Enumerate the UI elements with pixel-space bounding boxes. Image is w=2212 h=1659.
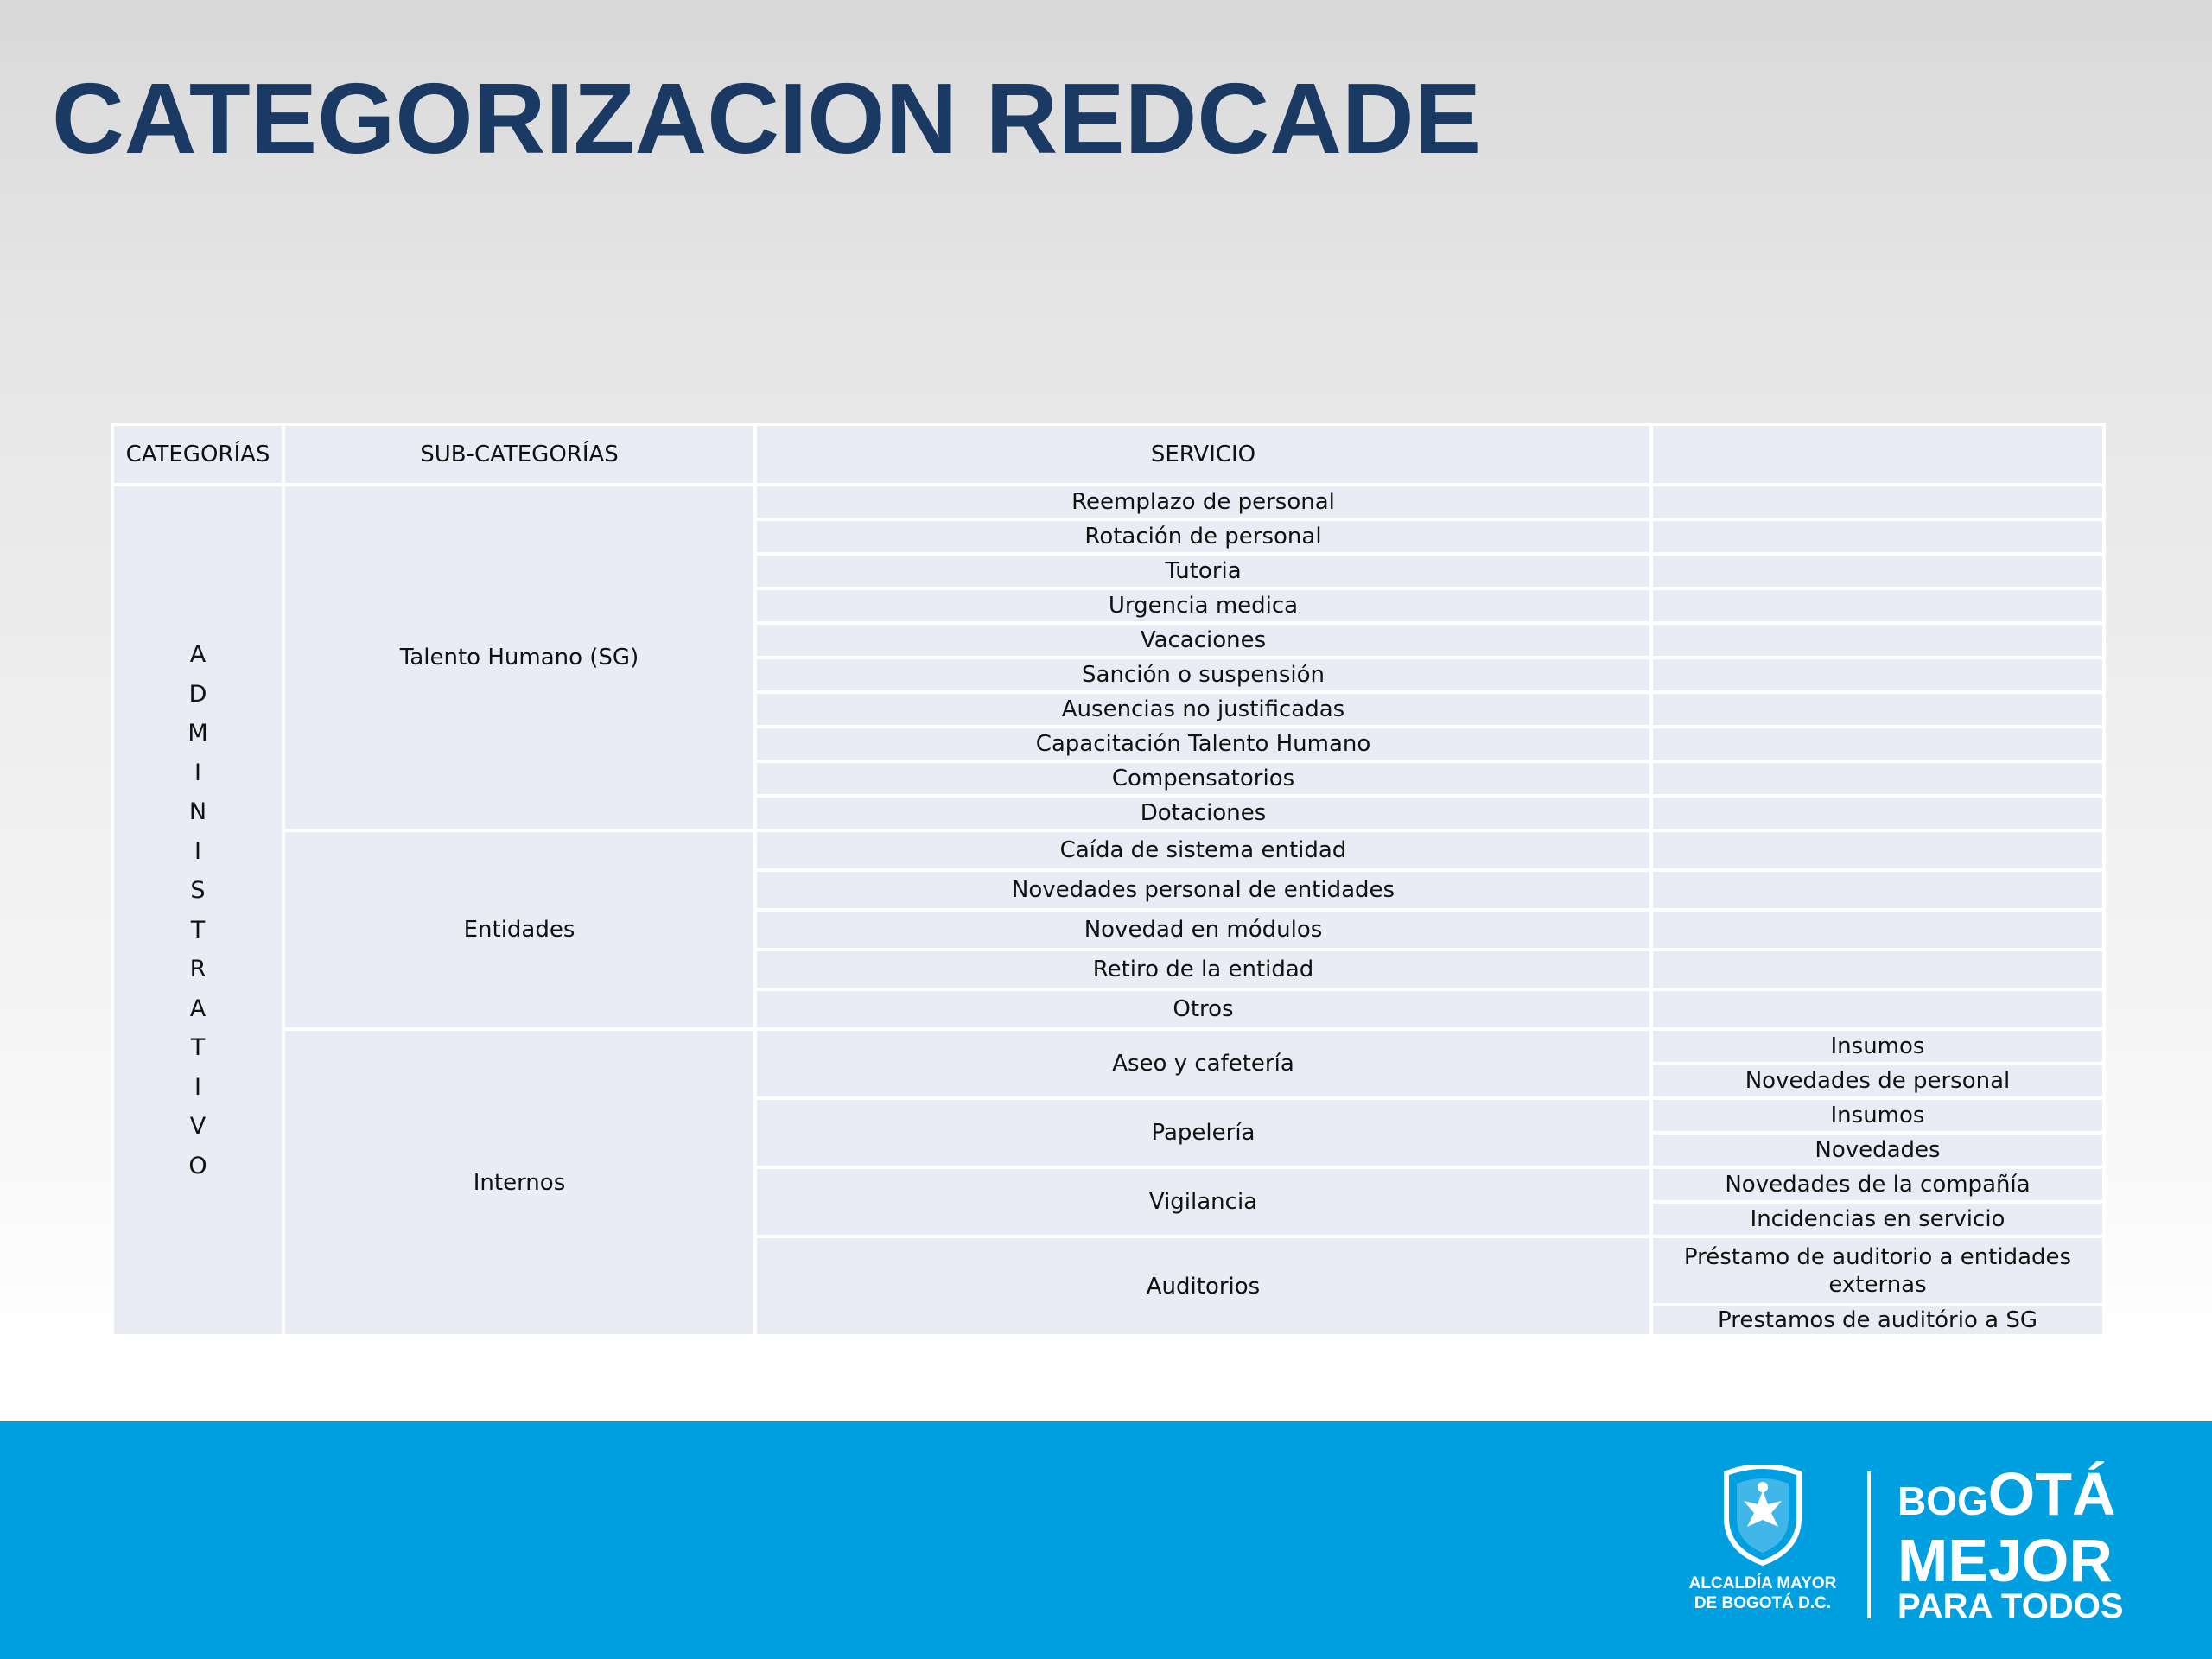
service-cell: Otros (755, 989, 1651, 1029)
detail-cell-empty (1651, 623, 2104, 658)
detail-cell-empty (1651, 950, 2104, 989)
service-cell: Urgencia medica (755, 588, 1651, 623)
category-letter: N (188, 798, 207, 825)
brand-bo: BO (1897, 1478, 1957, 1523)
logo-divider (1867, 1471, 1871, 1618)
service-cell: Caída de sistema entidad (755, 830, 1651, 870)
service-cell: Vigilancia (755, 1167, 1651, 1236)
category-letter: A (189, 641, 207, 668)
service-cell: Novedad en módulos (755, 910, 1651, 950)
header-servicio: SERVICIO (755, 424, 1651, 485)
service-cell: Rotación de personal (755, 519, 1651, 554)
category-letter: A (189, 995, 207, 1022)
header-categorias: CATEGORÍAS (112, 424, 283, 485)
service-cell: Ausencias no justificadas (755, 692, 1651, 727)
detail-cell-empty (1651, 519, 2104, 554)
category-cell (112, 485, 283, 1336)
category-letter: S (190, 877, 206, 904)
category-letter: I (194, 837, 201, 865)
category-letter: O (188, 1152, 207, 1179)
footer-band (0, 1421, 2212, 1659)
service-cell: Compensatorios (755, 761, 1651, 796)
brand-g: G (1957, 1478, 1988, 1523)
detail-cell: Prestamos de auditório a SG (1651, 1305, 2104, 1336)
alcaldia-line1: ALCALDÍA MAYOR (1688, 1574, 1837, 1592)
category-letter: R (189, 956, 207, 982)
category-letter: V (189, 1113, 207, 1140)
category-letter: M (188, 720, 208, 747)
page-title: CATEGORIZACION REDCADE (52, 62, 1482, 175)
brand-ota: OTÁ (1987, 1460, 2116, 1528)
service-cell: Sanción o suspensión (755, 658, 1651, 692)
detail-cell-empty (1651, 989, 2104, 1029)
detail-cell-empty (1651, 692, 2104, 727)
detail-cell-empty (1651, 554, 2104, 588)
detail-cell-empty (1651, 658, 2104, 692)
detail-cell: Novedades (1651, 1133, 2104, 1167)
service-cell: Aseo y cafetería (755, 1029, 1651, 1098)
service-cell: Capacitación Talento Humano (755, 727, 1651, 761)
detail-cell-empty (1651, 727, 2104, 761)
service-cell: Reemplazo de personal (755, 485, 1651, 519)
service-cell: Auditorios (755, 1236, 1651, 1336)
subcategory-internos: Internos (283, 1029, 755, 1336)
detail-cell: Insumos (1651, 1029, 2104, 1064)
detail-cell: Insumos (1651, 1098, 2104, 1133)
brand-line2: MEJOR (1897, 1527, 2113, 1594)
detail-cell-empty (1651, 485, 2104, 519)
category-letter: D (188, 680, 207, 708)
detail-cell: Préstamo de auditorio a entidades externas (1651, 1236, 2104, 1305)
category-letter: T (190, 916, 206, 944)
service-cell: Retiro de la entidad (755, 950, 1651, 989)
detail-cell-empty (1651, 870, 2104, 910)
subcategory-entidades: Entidades (283, 830, 755, 1029)
header-detalle (1651, 424, 2104, 485)
service-cell: Novedades personal de entidades (755, 870, 1651, 910)
category-letter: I (194, 1073, 201, 1101)
detail-cell-empty (1651, 830, 2104, 870)
detail-cell: Novedades de personal (1651, 1064, 2104, 1098)
category-letter: I (194, 759, 201, 786)
category-letter: T (190, 1034, 206, 1061)
detail-cell-empty (1651, 761, 2104, 796)
escudo-bogota-icon (1718, 1465, 1808, 1567)
alcaldia-logo (1685, 1465, 1840, 1613)
detail-cell-empty (1651, 910, 2104, 950)
service-cell: Vacaciones (755, 623, 1651, 658)
brand-line1 (1897, 1460, 2124, 1532)
detail-cell: Incidencias en servicio (1651, 1202, 2104, 1236)
service-cell: Dotaciones (755, 796, 1651, 830)
subcategory-talento-humano: Talento Humano (SG) (283, 485, 755, 830)
bogota-mejor-logo (1897, 1460, 2124, 1625)
service-cell: Papelería (755, 1098, 1651, 1167)
detail-cell-empty (1651, 796, 2104, 830)
brand-line3: PARA TODOS (1897, 1587, 2124, 1625)
alcaldia-line2: DE BOGOTÁ D.C. (1694, 1594, 1832, 1612)
service-cell: Tutoria (755, 554, 1651, 588)
detail-cell-empty (1651, 588, 2104, 623)
category-vertical-word (121, 635, 275, 1185)
categorization-table (111, 423, 2106, 1338)
detail-cell: Novedades de la compañía (1651, 1167, 2104, 1202)
header-row (112, 424, 2104, 485)
header-subcategorias: SUB-CATEGORÍAS (283, 424, 755, 485)
